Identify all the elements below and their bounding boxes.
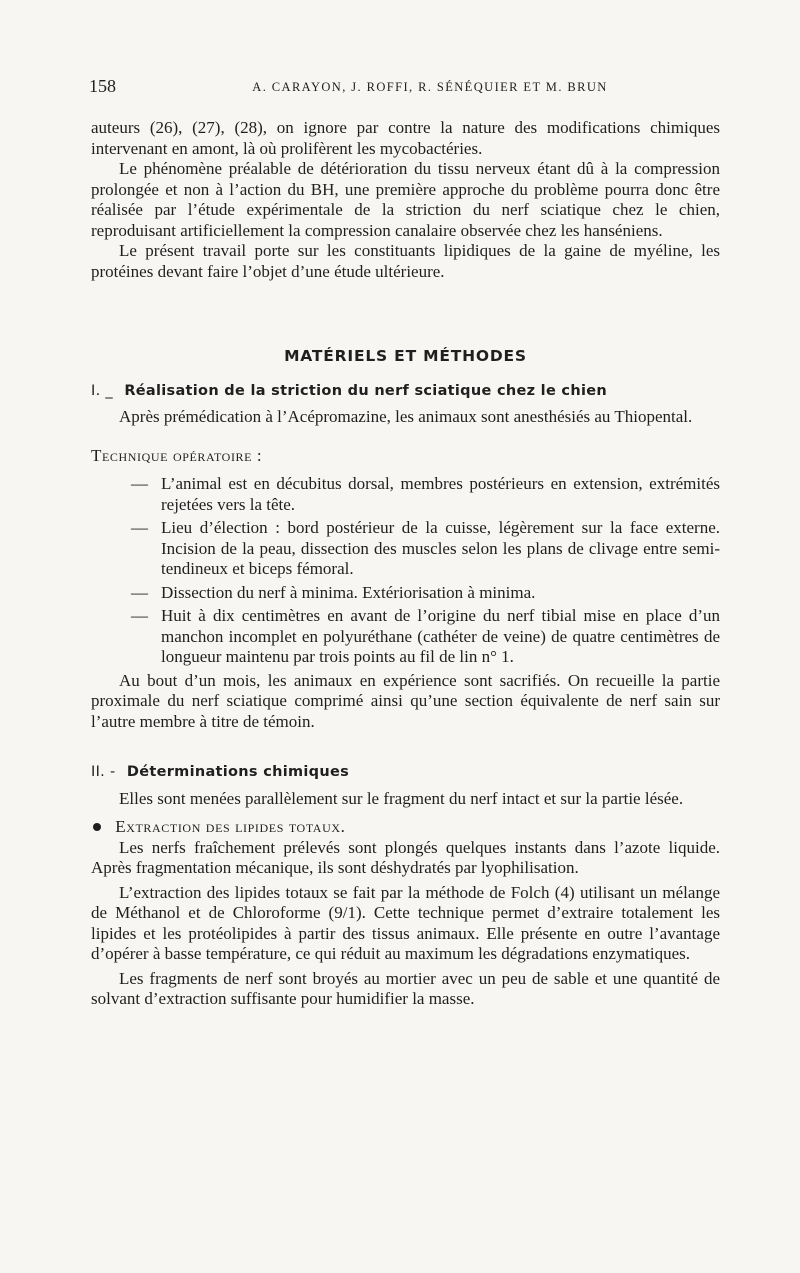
dash-mark: — (131, 474, 148, 493)
extraction-paragraph-1: Les nerfs fraîchement prélevés sont plongés quelques instants dans l’azote liquide. Après fragmentation mécanique, ils sont déshydratés par lyophilisation. (91, 837, 720, 877)
subsection-2-heading (91, 762, 720, 783)
dash-mark: — (131, 606, 148, 625)
technique-list (91, 474, 720, 668)
subsection-1-title: Réalisation de la striction du nerf sciatique chez le chien (124, 382, 607, 399)
technique-label: Technique opératoire : (91, 445, 263, 465)
intro-paragraph-1: auteurs (26), (27), (28), on ignore par contre la nature des modifications chimiques intervenant en amont, là où prolifèrent les mycobactéries. (91, 118, 720, 158)
bullet-icon (93, 823, 101, 831)
list-item (91, 583, 720, 604)
subsection-2-title: Déterminations chimiques (126, 764, 350, 780)
list-item-text: L’animal est en décubitus dorsal, membres postérieurs en extension, extrémités rejetées vers la tête. (161, 474, 720, 514)
determinations-paragraph: Elles sont menées parallèlement sur le fragment du nerf intact et sur la partie lésée. (119, 788, 684, 808)
subsection-1-number: I. _ (91, 382, 113, 399)
list-item (91, 474, 720, 515)
body-text (91, 118, 720, 1010)
list-item (91, 518, 720, 580)
dash-mark: — (131, 518, 148, 537)
page-header (89, 76, 711, 100)
list-item-text: Lieu d’élection : bord postérieur de la cuisse, légèrement sur la face externe. Incision de la peau, dissection des muscles selon les plans de clivage entre semi-tendineux et biceps fémoral. (161, 518, 720, 578)
list-item-text: Huit à dix centimètres en avant de l’origine du nerf tibial mise en place d’un manchon incomplet en polyuréthane (cathéter de veine) de quatre centimètres de longueur maintenu par trois points au fil de lin n° 1. (161, 606, 720, 666)
dash-mark: — (131, 582, 148, 602)
subsection-2-number: II. - (91, 764, 116, 780)
subsection-1-heading (91, 381, 720, 402)
list-item (91, 606, 720, 668)
sacrifice-paragraph: Au bout d’un mois, les animaux en expérience sont sacrifiés. On recueille la partie proximale du nerf sciatique comprimé ainsi qu’une section équivalente de nerf sain sur l’autre membre à titre de témoin. (91, 670, 720, 731)
premedication-paragraph: Après prémédication à l’Acépromazine, les animaux sont anesthésiés au Thiopental. (119, 407, 693, 426)
extraction-paragraph-2: L’extraction des lipides totaux se fait par la méthode de Folch (4) utilisant un mélange de Méthanol et de Chloroforme (9/1). Cette technique permet d’extraire totalement les lipides et les protéolipides à partir des tissus animaux. Elle présente en outre l’avantage d’opérer à basse température, ce qui réduit au maximum les dégradations enzymatiques. (91, 882, 720, 963)
intro-paragraph-3: Le présent travail porte sur les constituants lipidiques de la gaine de myéline, les protéines devant faire l’objet d’une étude ultérieure. (91, 241, 720, 281)
extraction-heading-text: Extraction des lipides totaux. (115, 817, 346, 836)
page-number: 158 (89, 76, 116, 96)
extraction-paragraph-3: Les fragments de nerf sont broyés au mortier avec un peu de sable et une quantité de solvant d’extraction suffisante pour humidifier la masse. (91, 968, 720, 1008)
extraction-heading (91, 817, 720, 838)
section-title: MATÉRIELS ET MÉTHODES (284, 347, 527, 365)
running-head: A. CARAYON, J. ROFFI, R. SÉNÉQUIER ET M. BRUN (252, 80, 608, 94)
list-item-text: Dissection du nerf à minima. Extériorisation à minima. (161, 582, 536, 602)
intro-paragraph-2: Le phénomène préalable de détérioration du tissu nerveux étant dû à la compression prolongée et non à l’action du BH, une première approche du problème pourra donc être réalisée par l’étude expérimentale de la striction du nerf sciatique chez le chien, reproduisant artificiellement la compression canalaire observée chez les hanséniens. (91, 159, 720, 240)
